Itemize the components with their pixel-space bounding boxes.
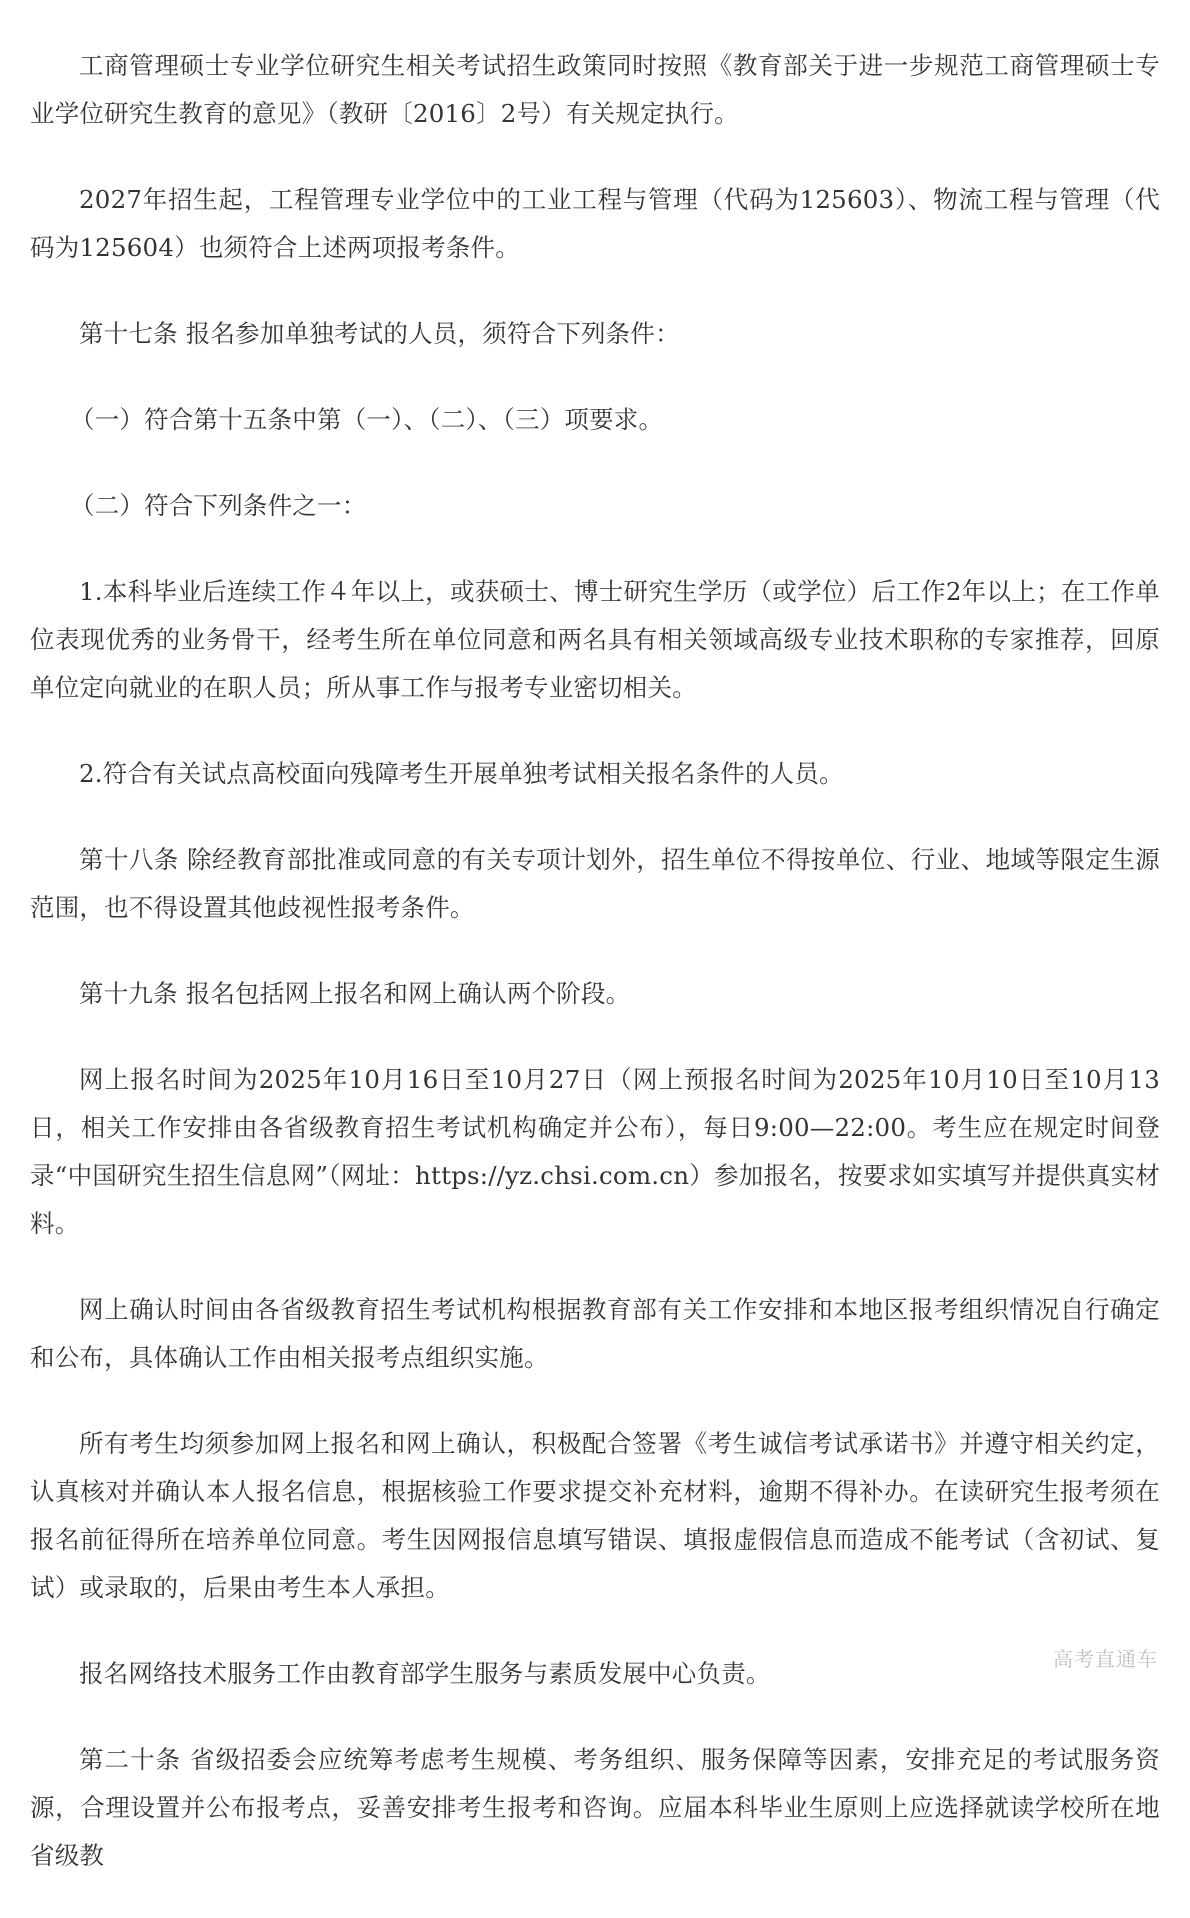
paragraph-article-17: 第十七条 报名参加单独考试的人员，须符合下列条件： bbox=[79, 319, 680, 348]
document-body bbox=[30, 42, 1160, 1918]
paragraph-condition-2: 2.符合有关试点高校面向残障考生开展单独考试相关报名条件的人员。 bbox=[79, 759, 844, 788]
paragraph-article-19: 第十九条 报名包括网上报名和网上确认两个阶段。 bbox=[79, 979, 631, 1008]
paragraph-condition-1: 1.本科毕业后连续工作４年以上，或获硕士、博士研究生学历（或学位）后工作2年以上；在工作单位表现优秀的业务骨干，经考生所在单位同意和两名具有相关领域高级专业技术职称的专家推荐，回原单位定向就业的在职人员；所从事工作与报考专业密切相关。 bbox=[30, 577, 1160, 702]
paragraph-article-20: 第二十条 省级招委会应统筹考虑考生规模、考务组织、服务保障等因素，安排充足的考试服务资源，合理设置并公布报考点，妥善安排考生报考和咨询。应届本科毕业生原则上应选择就读学校所在地省级教 bbox=[30, 1745, 1160, 1870]
paragraph-online-confirmation: 网上确认时间由各省级教育招生考试机构根据教育部有关工作安排和本地区报考组织情况自行确定和公布，具体确认工作由相关报考点组织实施。 bbox=[30, 1295, 1160, 1372]
paragraph-2027-enrollment: 2027年招生起，工程管理专业学位中的工业工程与管理（代码为125603）、物流工程与管理（代码为125604）也须符合上述两项报考条件。 bbox=[30, 185, 1160, 262]
paragraph-item-1: （一）符合第十五条中第（一）、（二）、（三）项要求。 bbox=[70, 405, 664, 434]
paragraph-mba-policy: 工商管理硕士专业学位研究生相关考试招生政策同时按照《教育部关于进一步规范工商管理硕士专业学位研究生教育的意见》（教研〔2016〕2号）有关规定执行。 bbox=[30, 51, 1160, 128]
paragraph-item-2: （二）符合下列条件之一： bbox=[70, 491, 367, 520]
paragraph-online-registration: 网上报名时间为2025年10月16日至10月27日（网上预报名时间为2025年10月10日至10月13日，相关工作安排由各省级教育招生考试机构确定并公布），每日9:00—22:00。考生应在规定时间登录“中国研究生招生信息网”（网址：https://yz.chsi.com.cn）参加报名，按要求如实填写并提供真实材料。 bbox=[30, 1065, 1160, 1238]
paragraph-tech-service: 报名网络技术服务工作由教育部学生服务与素质发展中心负责。 bbox=[79, 1659, 771, 1688]
paragraph-article-18: 第十八条 除经教育部批准或同意的有关专项计划外，招生单位不得按单位、行业、地域等限定生源范围，也不得设置其他歧视性报考条件。 bbox=[30, 845, 1160, 922]
paragraph-all-candidates: 所有考生均须参加网上报名和网上确认，积极配合签署《考生诚信考试承诺书》并遵守相关约定，认真核对并确认本人报名信息，根据核验工作要求提交补充材料，逾期不得补办。在读研究生报考须在报名前征得所在培养单位同意。考生因网报信息填写错误、填报虚假信息而造成不能考试（含初试、复试）或录取的，后果由考生本人承担。 bbox=[30, 1429, 1160, 1602]
watermark: 高考直通车 bbox=[1053, 1647, 1158, 1671]
